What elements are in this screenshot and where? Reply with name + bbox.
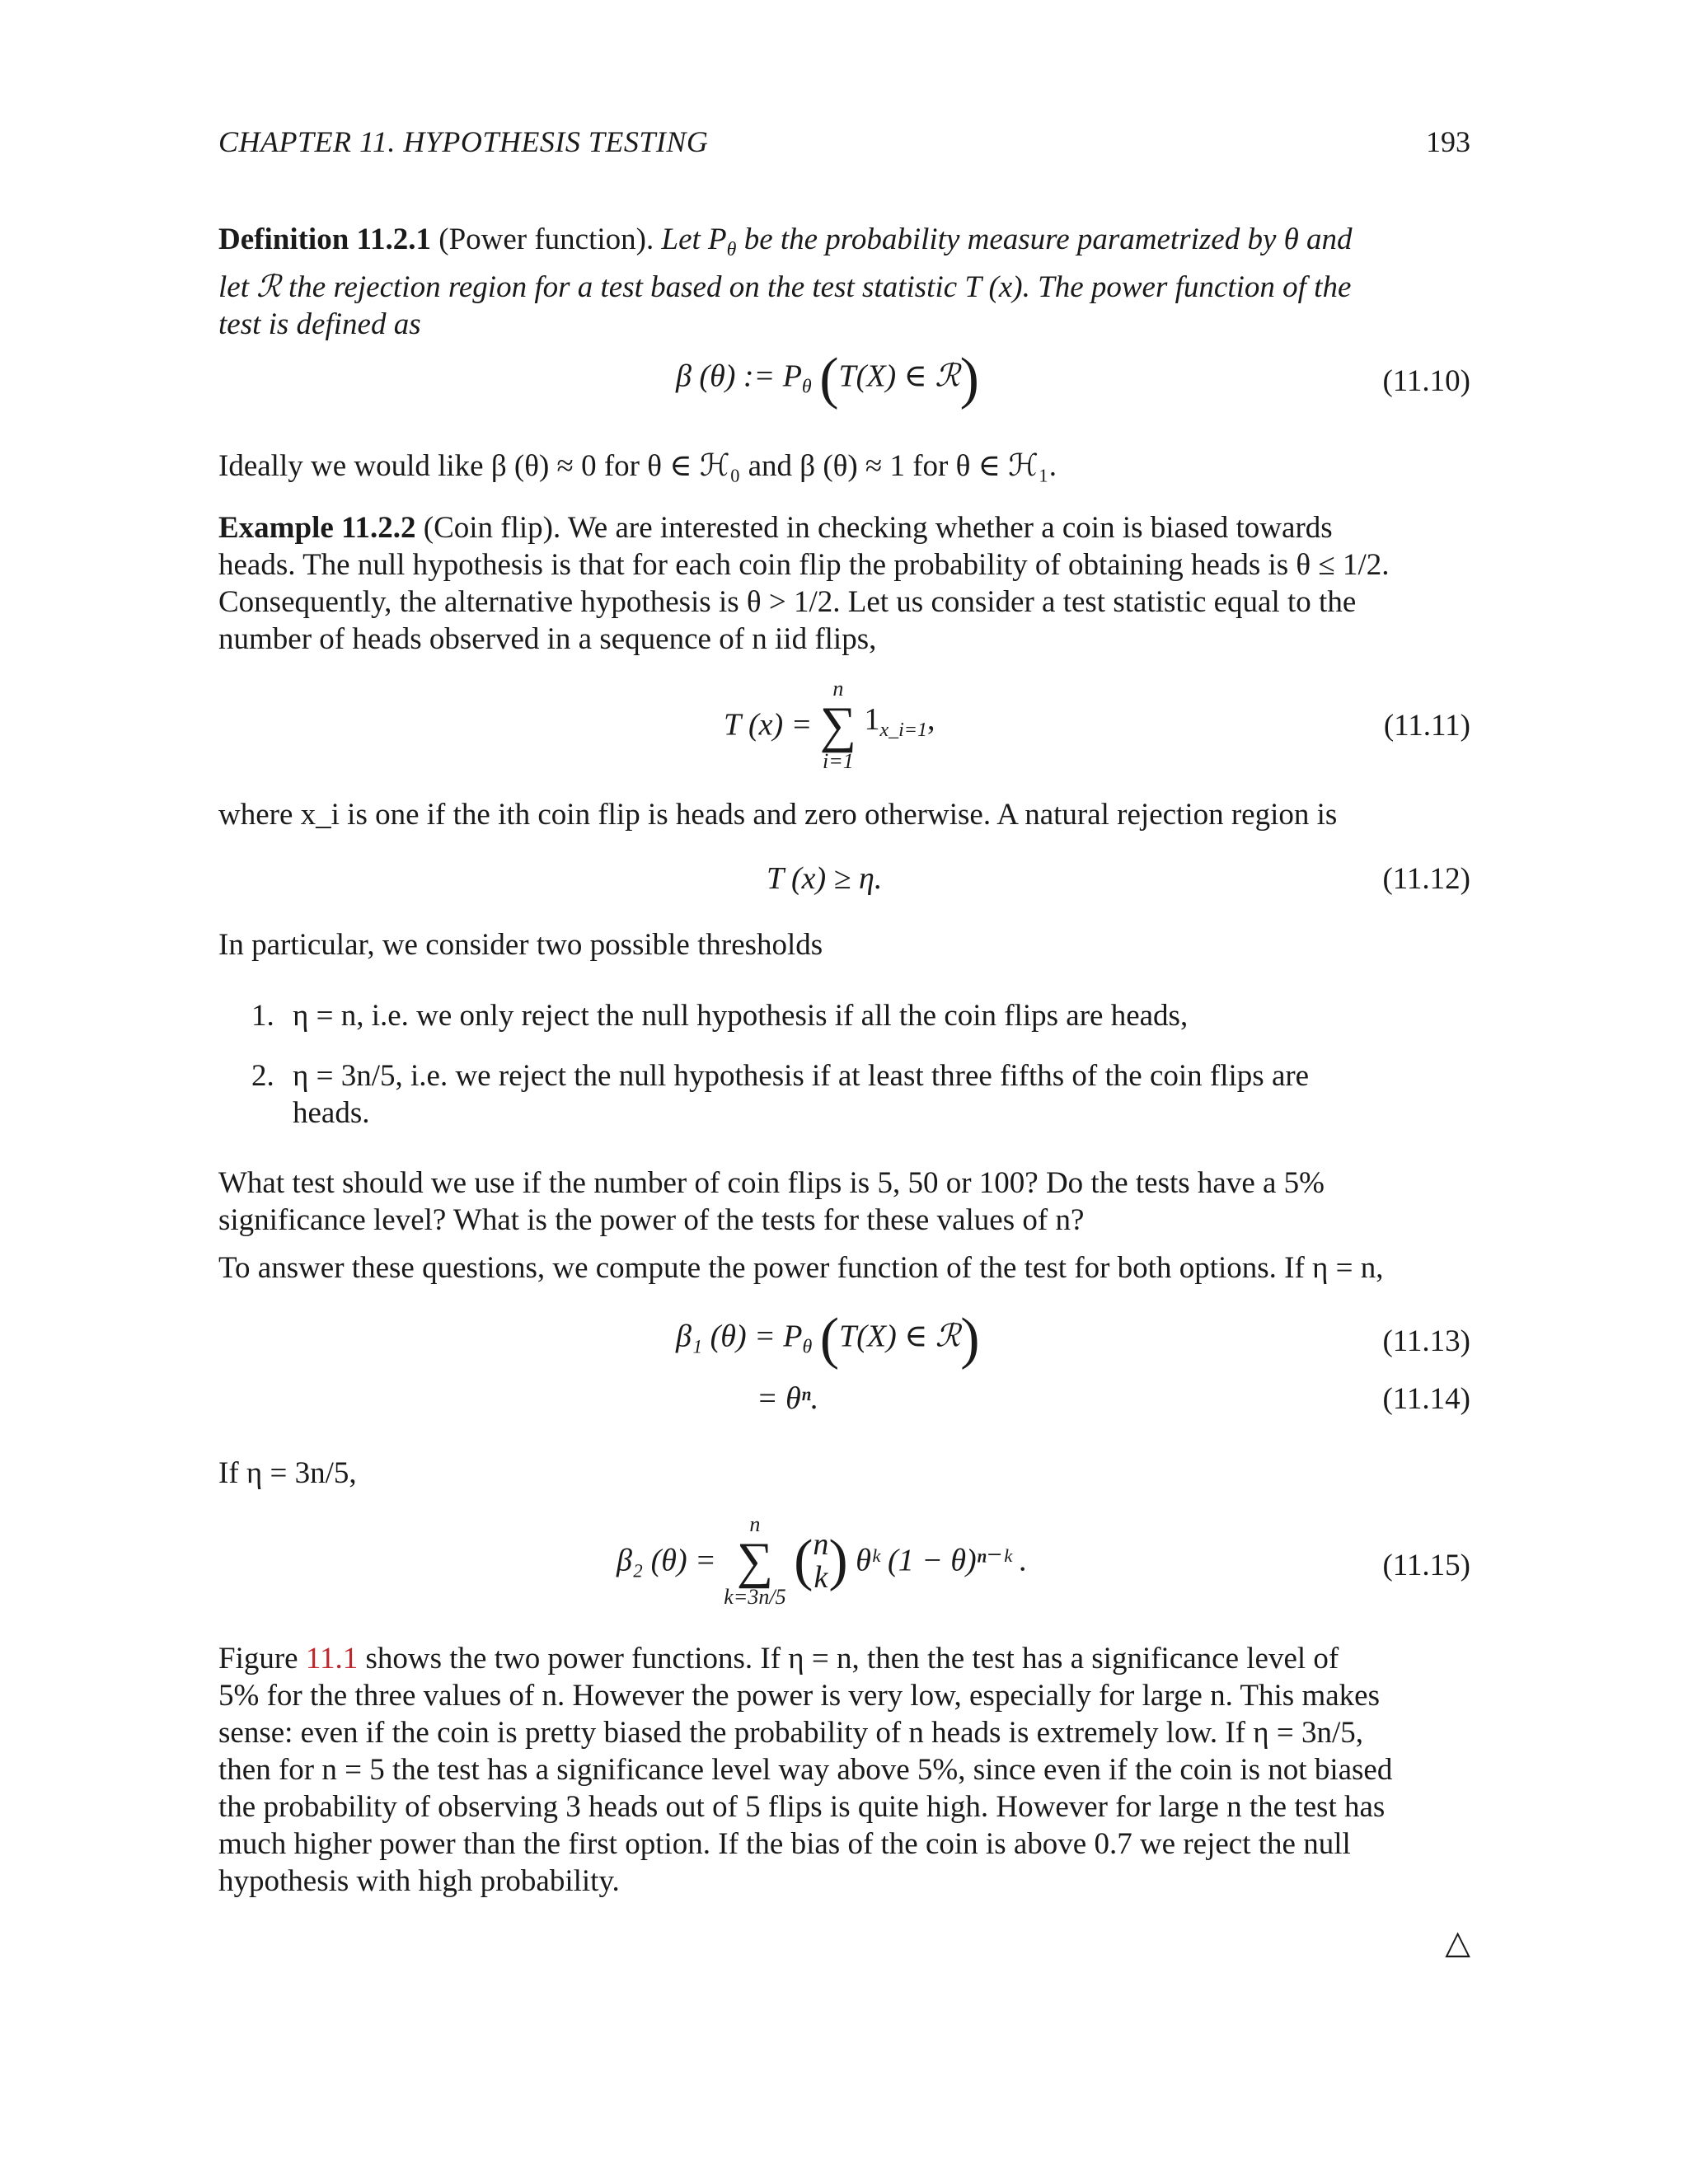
list-number: 2. [251, 1059, 274, 1093]
where-paragraph: where x_i is one if the ith coin flip is heads and zero otherwise. A natural rejection region is [218, 798, 1338, 832]
eq-11-11-term [864, 702, 935, 741]
example-line-1 [218, 509, 1470, 546]
equation-number-11-11: (11.11) [1383, 709, 1470, 743]
example-block [218, 509, 1470, 658]
end-of-example-triangle-icon: △ [1445, 1924, 1470, 1961]
equation-11-11 [724, 677, 935, 773]
definition-line-3: test is defined as [218, 307, 421, 341]
equation-11-12: T (x) ≥ η. [767, 861, 883, 896]
example-name: (Coin flip). [423, 511, 561, 545]
equation-number-11-10: (11.10) [1382, 364, 1470, 398]
eq-11-10-lhs: β (θ) := P [676, 359, 802, 394]
binom-bottom: k [814, 1560, 828, 1595]
list-number: 1. [251, 999, 274, 1033]
thresholds-intro: In particular, we consider two possible thresholds [218, 928, 823, 962]
eq-11-13-sub: θ [802, 1336, 813, 1358]
equation-number-11-12: (11.12) [1382, 862, 1470, 896]
right-paren: ) [960, 1307, 980, 1371]
sum-lower-limit: i=1 [822, 749, 854, 773]
equation-number-11-14: (11.14) [1382, 1382, 1470, 1416]
example-line-2: heads. The null hypothesis is that for each coin flip the probability of obtaining heads is θ ≤ 1/2. [218, 548, 1390, 582]
summation-symbol [820, 677, 856, 773]
eq-11-13-body: T(X) ∈ ℛ [839, 1319, 961, 1354]
figure-line-6: much higher power than the first option. If the bias of the coin is above 0.7 we reject the null [218, 1827, 1351, 1861]
equation-number-11-15: (11.15) [1382, 1549, 1470, 1582]
figure-line-4: then for n = 5 the test has a significance level way above 5%, since even if the coin is not biased [218, 1753, 1393, 1787]
list-text: η = 3n/5, i.e. we reject the null hypothesis if at least three fifths of the coin flips are [293, 1059, 1310, 1093]
figure-line-3: sense: even if the coin is pretty biased the probability of n heads is extremely low. If η = 3n/5, [218, 1716, 1363, 1750]
indicator-subscript: x_i=1 [879, 719, 927, 741]
eq-11-11-comma: , [926, 702, 935, 737]
if-eta-line: If η = 3n/5, [218, 1456, 357, 1490]
right-paren: ) [959, 347, 979, 410]
list-text: η = n, i.e. we only reject the null hypothesis if all the coin flips are heads, [293, 999, 1189, 1033]
definition-name: (Power function). [438, 223, 654, 256]
figure-line-5: the probability of observing 3 heads out of 5 flips is quite high. However for large n the test has [218, 1790, 1386, 1824]
questions-line-2: significance level? What is the power of the tests for these values of n? [218, 1203, 1085, 1237]
list-item-continuation: heads. [293, 1096, 370, 1130]
definition-block [218, 221, 1470, 343]
definition-label: Definition 11.2.1 [218, 223, 431, 256]
equation-11-15 [617, 1513, 1027, 1609]
eq-11-10-body: T(X) ∈ ℛ [838, 359, 960, 394]
example-line-4: number of heads observed in a sequence of n iid flips, [218, 622, 877, 656]
definition-text-1: Let P [661, 223, 727, 256]
ideal-paragraph: Ideally we would like β (θ) ≈ 0 for θ ∈ ℋ₀ and β (θ) ≈ 1 for θ ∈ ℋ₁. [218, 449, 1057, 483]
figure-line-1-rest: shows the two power functions. If η = n, then the test has a significance level of [358, 1642, 1339, 1675]
questions-line-1: What test should we use if the number of coin flips is 5, 50 or 100? Do the tests have a 5% [218, 1166, 1325, 1200]
figure-line-2: 5% for the three values of n. However the power is very low, especially for large n. This makes [218, 1679, 1380, 1713]
sigma-icon: ∑ [736, 1533, 774, 1589]
theta-subscript: θ [726, 239, 737, 260]
example-text-1: We are interested in checking whether a coin is biased towards [567, 511, 1333, 545]
binom-left-paren: ( [794, 1529, 814, 1592]
summation-symbol [724, 1513, 785, 1609]
eq-11-13-lhs: β₁ (θ) = P [676, 1319, 803, 1354]
figure-prefix: Figure [218, 1642, 306, 1675]
definition-line-2: let ℛ the rejection region for a test based on the test statistic T (x). The power function of the [218, 270, 1352, 304]
equation-11-13 [676, 1307, 980, 1371]
list-item [251, 997, 1470, 1034]
eq-11-11-lhs: T (x) = [724, 707, 813, 743]
eq-11-10-sub: θ [801, 376, 812, 398]
answer-intro: To answer these questions, we compute the power function of the test for both options. If η = n, [218, 1251, 1384, 1285]
eq-11-15-rest: θᵏ (1 − θ)ⁿ⁻ᵏ . [856, 1543, 1028, 1578]
binomial-coefficient [813, 1528, 828, 1594]
figure-reference-link[interactable]: 11.1 [305, 1642, 359, 1675]
indicator-one: 1 [864, 702, 880, 737]
list-item [251, 1057, 1470, 1094]
running-header: CHAPTER 11. HYPOTHESIS TESTING [218, 125, 709, 158]
binom-top: n [813, 1527, 829, 1562]
example-label: Example 11.2.2 [218, 511, 416, 545]
equation-11-10 [676, 347, 979, 410]
page-number: 193 [1426, 125, 1470, 158]
figure-paragraph [218, 1640, 1470, 1900]
sum-upper-limit: n [832, 677, 844, 701]
sum-upper-limit: n [749, 1512, 761, 1536]
left-paren: ( [819, 347, 839, 410]
example-line-3: Consequently, the alternative hypothesis is θ > 1/2. Let us consider a test statistic equal to the [218, 585, 1357, 619]
figure-line-7: hypothesis with high probability. [218, 1864, 620, 1898]
sum-lower-limit: k=3n/5 [724, 1585, 786, 1609]
questions-paragraph [218, 1165, 1470, 1239]
definition-text-1b: be the probability measure parametrized by θ and [736, 223, 1353, 256]
binom-right-paren: ) [828, 1529, 848, 1592]
equation-number-11-13: (11.13) [1382, 1324, 1470, 1358]
equation-11-14: = θⁿ. [757, 1381, 819, 1416]
definition-line-1 [218, 221, 1470, 269]
left-paren: ( [819, 1307, 840, 1371]
sigma-icon: ∑ [819, 697, 856, 753]
eq-11-15-lhs: β₂ (θ) = [617, 1543, 716, 1578]
figure-line-1 [218, 1640, 1470, 1677]
